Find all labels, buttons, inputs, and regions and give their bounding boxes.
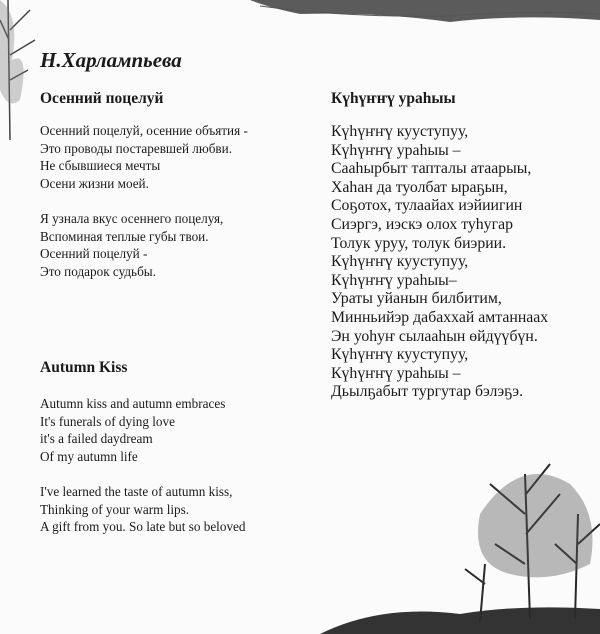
- verse-line: Күһүҥҥү кууступуу,: [331, 346, 469, 364]
- verse-line: Осени жизни моей.: [40, 175, 149, 191]
- stanza: [40, 210, 248, 280]
- poem-body-sakha: [331, 123, 548, 402]
- verse-line: Не сбывшиеся мечты: [40, 158, 161, 174]
- verse-line: Күһүҥҥү ураһыы–: [331, 271, 457, 289]
- stanza: [40, 483, 245, 536]
- verse-line: Вспоминая теплые губы твои.: [40, 228, 209, 244]
- verse-line: Осенний поцелуй -: [40, 246, 148, 262]
- verse-line: Минньийэр дабаххай амтаннаах: [331, 308, 549, 326]
- verse-line: Күһүҥҥү ураһыы –: [331, 141, 461, 159]
- verse-line: It's funerals of dying love: [40, 413, 175, 429]
- verse-line: Autumn kiss and autumn embraces: [40, 396, 226, 411]
- verse-line: Это проводы постаревшей любви.: [40, 140, 233, 156]
- poem-title-russian: Осенний поцелуй: [40, 90, 164, 107]
- verse-line: Толук уруу, толук биэрии.: [331, 234, 507, 252]
- verse-line: Осенний поцелуй, осенние объятия -: [40, 123, 248, 138]
- ground-illustration-top: [0, 0, 600, 34]
- verse-line: Күһүҥҥү кууступуу,: [331, 253, 469, 271]
- author-name: Н.Харлампьева: [40, 48, 182, 72]
- verse-line: Күһүҥҥү кууступуу,: [331, 123, 469, 140]
- verse-line: Ураты уйанын билбитим,: [331, 290, 502, 308]
- verse-line: A gift from you. So late but so beloved: [40, 519, 246, 535]
- poem-body-russian: [40, 122, 248, 298]
- verse-line: Сааһырбыт тапталы атаарыы,: [331, 160, 532, 178]
- verse-line: Соҕотох, тулаайах иэйиигин: [331, 197, 523, 215]
- poem-title-english: Autumn Kiss: [40, 359, 128, 376]
- verse-line: Thinking of your warm lips.: [40, 501, 190, 517]
- stanza: [40, 122, 248, 192]
- poem-body-english: [40, 395, 245, 553]
- verse-line: Я узнала вкус осеннего поцелуя,: [40, 210, 224, 226]
- verse-line: Хаһан да туолбат ыраҕын,: [331, 178, 508, 196]
- verse-line: Эн уоһуҥ сылааһын өйдүүбүн.: [331, 327, 538, 345]
- stanza: [40, 395, 245, 465]
- tree-illustration-bottom-right: [320, 454, 600, 634]
- verse-line: Of my autumn life: [40, 448, 138, 464]
- poem-title-sakha: Күһүҥҥү ураһыы: [331, 90, 456, 107]
- verse-line: Сиэргэ, иэскэ олох туһугар: [331, 215, 513, 233]
- verse-line: Күһүҥҥү ураһыы –: [331, 364, 461, 382]
- verse-line: Это подарок судьбы.: [40, 263, 156, 279]
- verse-line: Дьылҕабыт тургутар бэлэҕэ.: [331, 383, 524, 401]
- verse-line: I've learned the taste of autumn kiss,: [40, 483, 233, 499]
- verse-line: it's a failed daydream: [40, 431, 153, 447]
